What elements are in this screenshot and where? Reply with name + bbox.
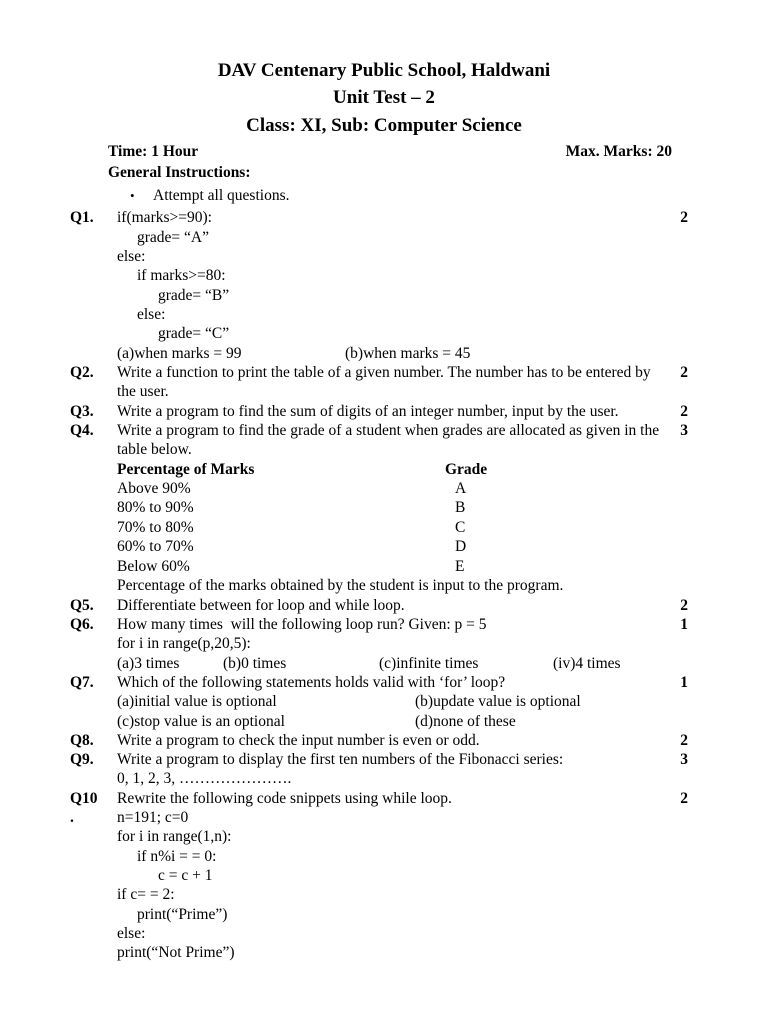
question-number: Q3.	[70, 403, 94, 420]
time-label: Time: 1 Hour	[108, 143, 199, 160]
code-line: print(“Prime”)	[137, 906, 228, 923]
code-line: else:	[117, 248, 146, 265]
series-text: 0, 1, 2, 3, ………………….	[117, 770, 292, 787]
test-title: Unit Test – 2	[333, 87, 435, 108]
option-d: (iv)4 times	[553, 655, 621, 672]
question-marks: 2	[680, 364, 688, 381]
question-number: Q2.	[70, 364, 94, 381]
question-marks: 2	[680, 403, 688, 420]
code-line: for i in range(p,20,5):	[117, 635, 251, 652]
table-cell-grade: C	[455, 519, 466, 536]
code-line: for i in range(1,n):	[117, 828, 232, 845]
question-text: Write a program to find the grade of a student when grades are allocated as given in the table below.	[117, 422, 660, 459]
code-line: if n%i = = 0:	[137, 848, 217, 865]
question-marks: 2	[680, 209, 688, 226]
question-text: Rewrite the following code snippets using while loop.	[117, 790, 452, 807]
question-marks: 3	[680, 422, 688, 439]
table-cell-grade: E	[455, 558, 465, 575]
table-cell-grade: B	[455, 499, 466, 516]
code-line: else:	[137, 306, 166, 323]
school-name: DAV Centenary Public School, Haldwani	[217, 60, 551, 81]
question-marks: 2	[680, 732, 688, 749]
table-header-percentage: Percentage of Marks	[117, 461, 255, 478]
class-subject: Class: XI, Sub: Computer Science	[246, 115, 522, 136]
option-b: (b)update value is optional	[415, 693, 581, 710]
code-line: else:	[117, 925, 146, 942]
question-text: How many times will the following loop run? Given: p = 5	[117, 616, 487, 633]
table-cell-range: Below 60%	[117, 558, 190, 575]
table-header-grade: Grade	[445, 461, 488, 478]
question-number: Q1.	[70, 209, 94, 226]
question-number-dot: .	[70, 809, 74, 826]
table-cell-grade: A	[455, 480, 467, 497]
code-line: print(“Not Prime”)	[117, 944, 235, 961]
code-line: if c= = 2:	[117, 886, 175, 903]
question-text: Write a program to find the sum of digits of an integer number, input by the user.	[117, 403, 619, 420]
instructions-heading: General Instructions:	[108, 164, 251, 181]
code-line: if(marks>=90):	[117, 209, 212, 226]
question-text: Write a program to check the input number is even or odd.	[117, 732, 480, 749]
bullet-icon: •	[130, 188, 135, 203]
question-number: Q9.	[70, 751, 94, 768]
code-line: n=191; c=0	[117, 809, 189, 826]
table-cell-range: Above 90%	[117, 480, 191, 497]
code-line: grade= “A”	[137, 229, 209, 246]
code-line: c = c + 1	[158, 867, 213, 884]
question-number: Q5.	[70, 597, 94, 614]
question-marks: 1	[680, 674, 688, 691]
question-number: Q8.	[70, 732, 94, 749]
instruction-item: Attempt all questions.	[153, 187, 290, 204]
question-marks: 2	[680, 790, 688, 807]
question-number: Q7.	[70, 674, 94, 691]
option-c: (c)infinite times	[379, 655, 479, 672]
option-b: (b)0 times	[223, 655, 287, 672]
table-cell-range: 60% to 70%	[117, 538, 194, 555]
option-a: (a)when marks = 99	[117, 345, 242, 362]
question-marks: 3	[680, 751, 688, 768]
question-marks: 1	[680, 616, 688, 633]
option-d: (d)none of these	[415, 713, 516, 730]
question-number: Q10	[70, 790, 98, 807]
option-b: (b)when marks = 45	[345, 345, 471, 362]
question-text: Write a program to display the first ten numbers of the Fibonacci series:	[117, 751, 564, 768]
question-number: Q4.	[70, 422, 94, 439]
code-line: grade= “C”	[158, 325, 230, 342]
code-line: grade= “B”	[158, 287, 230, 304]
option-c: (c)stop value is an optional	[117, 713, 285, 730]
code-line: if marks>=80:	[137, 267, 226, 284]
question-note: Percentage of the marks obtained by the student is input to the program.	[117, 577, 564, 594]
question-marks: 2	[680, 597, 688, 614]
max-marks-label: Max. Marks: 20	[565, 143, 672, 160]
question-number: Q6.	[70, 616, 94, 633]
table-cell-range: 70% to 80%	[117, 519, 194, 536]
table-cell-grade: D	[455, 538, 467, 555]
option-a: (a)initial value is optional	[117, 693, 277, 710]
table-cell-range: 80% to 90%	[117, 499, 194, 516]
question-text: Differentiate between for loop and while loop.	[117, 597, 405, 614]
option-a: (a)3 times	[117, 655, 180, 672]
question-text: Write a function to print the table of a given number. The number has to be entered by the user.	[117, 364, 651, 401]
question-text: Which of the following statements holds valid with ‘for’ loop?	[117, 674, 506, 691]
